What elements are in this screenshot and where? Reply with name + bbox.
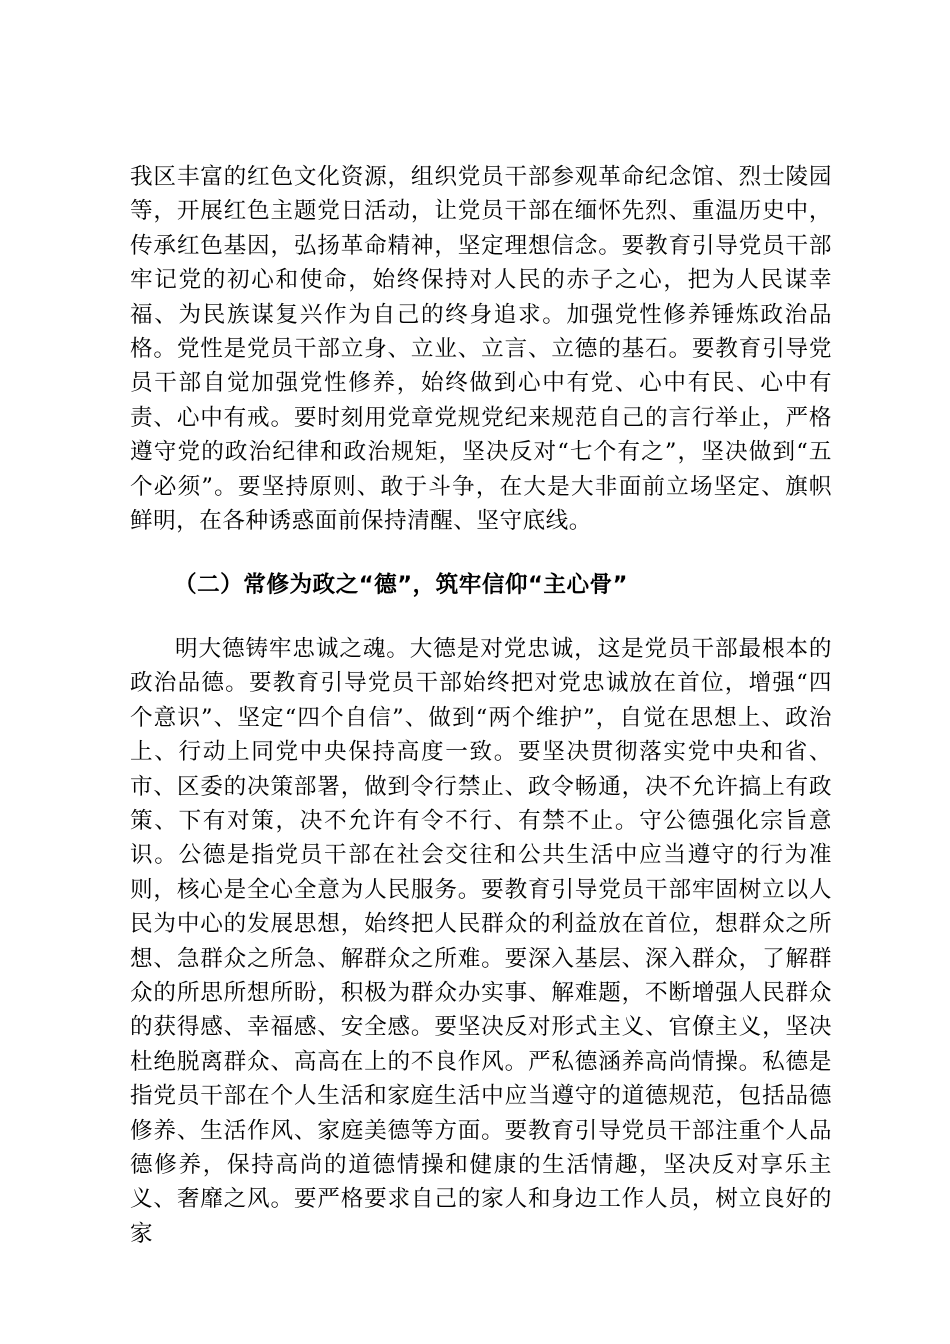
section-heading: （二）常修为政之“德”，筑牢信仰“主心骨” xyxy=(174,572,628,599)
body-paragraph-2: 明大德铸牢忠诚之魂。大德是对党忠诚，这是党员干部最根本的政治品德。要教育引导党员干部始终把对党忠诚放在首位，增强“四个意识”、坚定“四个自信”、做到“两个维护”，自觉在思想上、政治上、行动上同党中央保持高度一致。要坚决贯彻落实党中央和省、市、区委的决策部署，做到令行禁止、政令畅通，决不允许搞上有政策、下有对策，决不允许有令不行、有禁不止。守公德强化宗旨意识。公德是指党员干部在社会交往和公共生活中应当遵守的行为准则，核心是全心全意为人民服务。要教育引导党员干部牢固树立以人民为中心的发展思想，始终把人民群众的利益放在首位，想群众之所想、急群众之所急、解群众之所难。要深入基层、深入群众，了解群众的所思所想所盼，积极为群众办实事、解难题，不断增强人民群众的获得感、幸福感、安全感。要坚决反对形式主义、官僚主义，坚决杜绝脱离群众、高高在上的不良作风。严私德涵养高尚情操。私德是指党员干部在个人生活和家庭生活中应当遵守的道德规范，包括品德修养、生活作风、家庭美德等方面。要教育引导党员干部注重个人品德修养，保持高尚的道德情操和健康的生活情趣，坚决反对享乐主义、奢靡之风。要严格要求自己的家人和身边工作人员，树立良好的家 xyxy=(130,635,832,1247)
spacer xyxy=(130,538,832,568)
document-page xyxy=(130,160,832,1251)
body-paragraph-1: 我区丰富的红色文化资源，组织党员干部参观革命纪念馆、烈士陵园等，开展红色主题党日活动，让党员干部在缅怀先烈、重温历史中，传承红色基因，弘扬革命精神，坚定理想信念。要教育引导党员干部牢记党的初心和使命，始终保持对人民的赤子之心，把为人民谋幸福、为民族谋复兴作为自己的终身追求。加强党性修养锤炼政治品格。党性是党员干部立身、立业、立言、立德的基石。要教育引导党员干部自觉加强党性修养，始终做到心中有党、心中有民、心中有责、心中有戒。要时刻用党章党规党纪来规范自己的言行举止，严格遵守党的政治纪律和政治规矩，坚决反对“七个有之”，坚决做到“五个必须”。要坚持原则、敢于斗争，在大是大非面前立场坚定、旗帜鲜明，在各种诱惑面前保持清醒、坚守底线。 xyxy=(130,164,832,535)
spacer xyxy=(130,603,832,632)
